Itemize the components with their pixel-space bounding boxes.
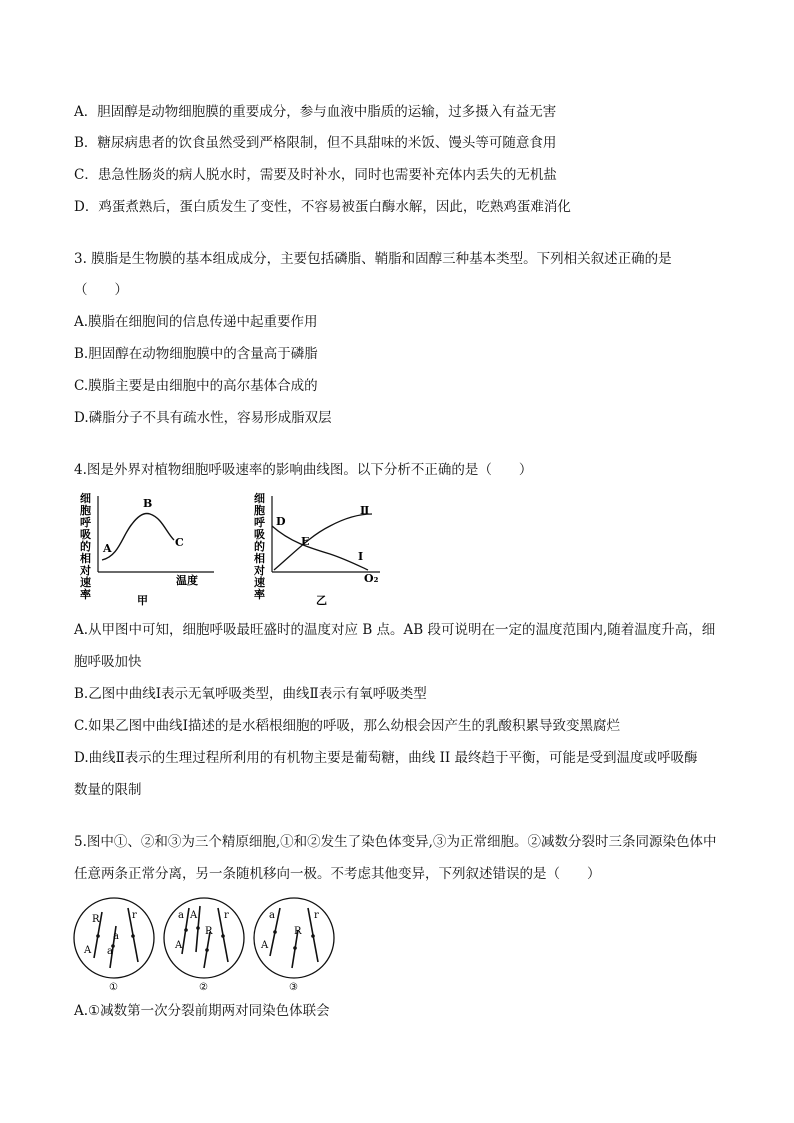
q3-option-d: D.磷脂分子不具有疏水性，容易形成脂双层 (74, 410, 332, 426)
jia-point-b: B (143, 497, 153, 510)
jia-ylabel-6: 对 (80, 564, 91, 577)
figure-jia (74, 490, 224, 610)
jia-ylabel-4: 的 (80, 540, 91, 553)
cell-3-gene-3: r (314, 910, 319, 921)
yi-curve-1 (272, 526, 368, 570)
jia-curve (102, 513, 174, 560)
yi-ylabel-3: 吸 (254, 528, 265, 541)
q4-option-c: C.如果乙图中曲线Ⅰ描述的是水稻根细胞的呼吸，那么幼根会因产生的乳酸积累导致变黑腐烂 (74, 718, 620, 734)
yi-ylabel-0: 细 (254, 492, 265, 505)
jia-xlabel: 温度 (176, 574, 198, 587)
yi-curve1-label: I (358, 550, 364, 563)
yi-ylabel-7: 速 (254, 576, 265, 589)
q4-option-a-line1: A.从甲图中可知，细胞呼吸最旺盛时的温度对应 B 点。AB 段可说明在一定的温度范围内,随着温度升高，细 (74, 622, 716, 638)
yi-ylabel-2: 呼 (254, 516, 265, 529)
q5-option-a: A.①减数第一次分裂前期两对同染色体联会 (74, 1003, 330, 1019)
q4-option-a-line2: 胞呼吸加快 (74, 654, 142, 670)
cell-1-gene-2: A (84, 945, 92, 956)
cell-2-gene-1: A (175, 940, 183, 951)
q2-option-d: D．鸡蛋煮熟后，蛋白质发生了变性，不容易被蛋白酶水解，因此，吃熟鸡蛋难消化 (74, 199, 571, 215)
jia-ylabel-0: 细 (80, 492, 91, 505)
yi-point-e: E (301, 535, 310, 548)
cell-3-gene-0: a (269, 910, 275, 921)
cell-2-gene-4: r (224, 910, 229, 921)
cell-2-gene-2: R (205, 926, 213, 937)
jia-ylabel-3: 吸 (80, 528, 91, 541)
q4-option-d-line2: 数量的限制 (74, 782, 142, 798)
jia-ylabel-2: 呼 (80, 516, 91, 529)
yi-ylabel-4: 的 (254, 540, 265, 553)
q5-stem-line2: 任意两条正常分离，另一条随机移向一极。不考虑其他变异，下列叙述错误的是（ ） (74, 866, 601, 882)
q2-option-b: B．糖尿病患者的饮食虽然受到严格限制，但不具甜味的米饭、馒头等可随意食用 (74, 135, 557, 151)
jia-ylabel-1: 胞 (80, 504, 91, 517)
cell-3-gene-1: A (261, 940, 269, 951)
jia-point-a: A (103, 542, 112, 555)
cell-2-gene-3: A (190, 910, 198, 921)
yi-xlabel: O₂ (364, 572, 379, 585)
cell-1-label: ① (109, 982, 118, 992)
yi-point-d: D (276, 515, 286, 528)
yi-ylabel-6: 对 (254, 564, 265, 577)
cell-3 (254, 898, 334, 992)
cell-2 (164, 898, 244, 992)
yi-caption: 乙 (316, 594, 327, 607)
yi-ylabel-8: 率 (254, 588, 265, 601)
cell-1-gene-1: a (113, 931, 119, 942)
yi-ylabel-5: 相 (254, 552, 265, 565)
cell-1 (74, 898, 154, 992)
q3-paren: （ ） (74, 282, 128, 298)
jia-ylabel-8: 率 (80, 588, 91, 601)
q4-stem: 4.图是外界对植物细胞呼吸速率的影响曲线图。以下分析不正确的是（ ） (74, 462, 533, 478)
yi-curve2-label: Ⅱ (360, 504, 370, 517)
q2-option-c: C．患急性肠炎的病人脱水时，需要及时补水，同时也需要补充体内丢失的无机盐 (74, 167, 557, 183)
cell-1-gene-4: r (132, 910, 137, 921)
cell-2-gene-0: a (178, 910, 184, 921)
cell-1-gene-0: R (92, 914, 100, 925)
q3-stem: 3. 膜脂是生物膜的基本组成成分，主要包括磷脂、鞘脂和固醇三种基本类型。下列相关叙述正确的是 (74, 251, 672, 267)
jia-ylabel-7: 速 (80, 576, 91, 589)
jia-caption: 甲 (137, 594, 148, 607)
figure-yi (250, 490, 400, 610)
q3-option-b: B.胆固醇在动物细胞膜中的含量高于磷脂 (74, 346, 318, 362)
cell-1-gene-3: a (107, 946, 113, 957)
figure-cells (72, 892, 342, 992)
q3-option-c: C.膜脂主要是由细胞中的高尔基体合成的 (74, 378, 318, 394)
yi-ylabel-1: 胞 (254, 504, 265, 517)
cell-3-gene-2: R (294, 926, 302, 937)
q4-option-b: B.乙图中曲线Ⅰ表示无氧呼吸类型，曲线Ⅱ表示有氧呼吸类型 (74, 686, 427, 702)
cell-2-label: ② (199, 982, 208, 992)
cell-3-label: ③ (289, 982, 298, 992)
q5-stem-line1: 5.图中①、②和③为三个精原细胞,①和②发生了染色体变异,③为正常细胞。②减数分裂时三条同源染色体中 (74, 834, 717, 850)
jia-point-c: C (175, 536, 184, 549)
q3-option-a: A.膜脂在细胞间的信息传递中起重要作用 (74, 314, 318, 330)
q4-option-d-line1: D.曲线Ⅱ表示的生理过程所利用的有机物主要是葡萄糖，曲线 II 最终趋于平衡，可能是受到温度或呼吸酶 (74, 750, 698, 766)
jia-ylabel-5: 相 (80, 552, 91, 565)
q2-option-a: A．胆固醇是动物细胞膜的重要成分，参与血液中脂质的运输，过多摄入有益无害 (74, 104, 557, 120)
